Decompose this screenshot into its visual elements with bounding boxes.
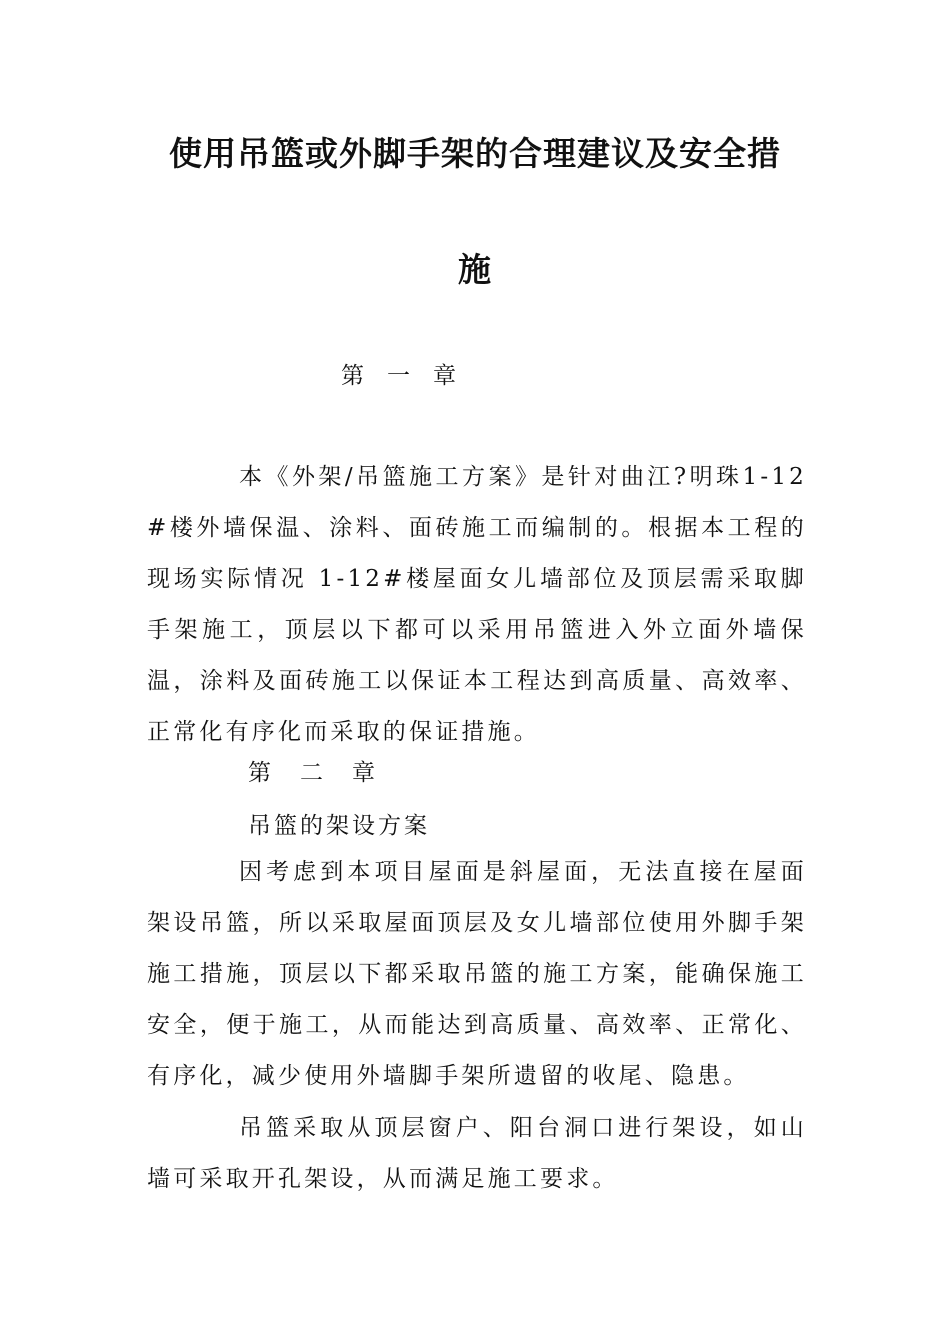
section-title-basket-plan: 吊篮的架设方案 [248,813,430,839]
document-title-line-1: 使用吊篮或外脚手架的合理建议及安全措 [169,134,781,173]
paragraph-basket-installation: 吊篮采取从顶层窗户、阳台洞口进行架设，如山墙可采取开孔架设，从而满足施工要求。 [147,1115,807,1192]
paragraph-basket-reason: 因考虑到本项目屋面是斜屋面，无法直接在屋面架设吊篮，所以采取屋面顶层及女儿墙部位使用外脚手架施工措施，顶层以下都采取吊篮的施工方案，能确保施工安全，便于施工，从而能达到高质量、高效率、正常化、有序化，减少使用外墙脚手架所遗留的收尾、隐患。 [147,859,807,1089]
chapter-2-heading: 第 二 章 [248,760,378,786]
document-title-line-2: 施 [458,250,492,289]
chapter-1-heading: 第 一 章 [341,363,456,389]
paragraph-intro: 本《外架/吊篮施工方案》是针对曲江?明珠1-12#楼外墙保温、涂料、面砖施工而编制的。根据本工程的现场实际情况 1-12#楼屋面女儿墙部位及顶层需采取脚手架施工，顶层以下都可以采用吊篮进入外立面外墙保温，涂料及面砖施工以保证本工程达到高质量、高效率、正常化有序化而采取的保证措施。 [147,464,807,745]
